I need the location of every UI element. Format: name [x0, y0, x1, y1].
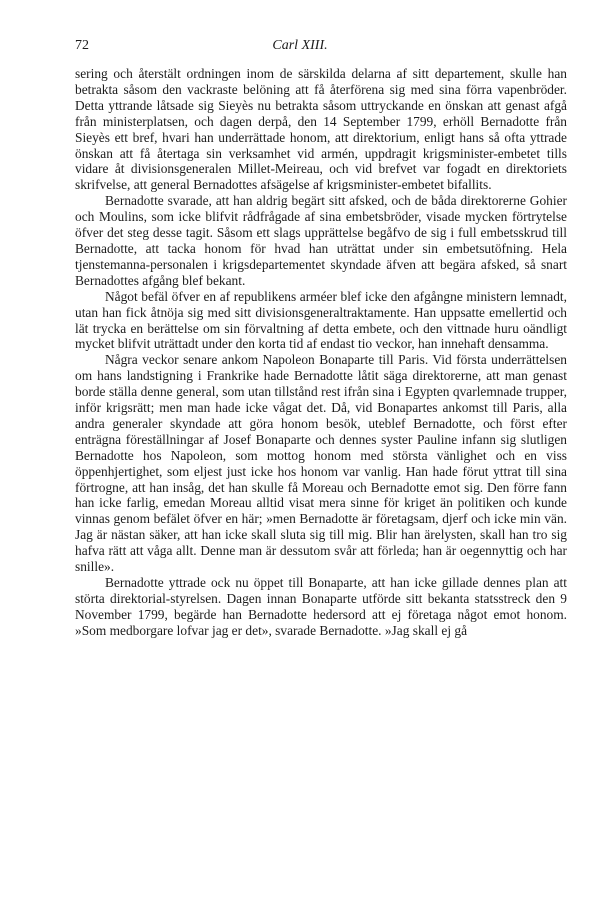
paragraph: Några veckor senare ankom Napoleon Bonaparte till Paris. Vid första underrättelsen om hans landstigning i Frankrike hade Bernadotte låtit säga direktorerne, att man genast borde ställa denne general, som utan tillstånd rest ifrån sina i Egypten qvarlemnade trupper, inför krigsrätt; men man hade icke vågat det. Då, vid Bonapartes ankomst till Paris, alla andra generaler skyndade att göra honom besök, uteblef Bernadotte, och först efter enträgna föreställningar af Josef Bonaparte och dennes syster Pauline infann sig slutligen Bernadotte hos Napoleon, som mottog honom med största vänlighet och en viss öppenhjertighet, som eljest just icke hos honom var vanlig. Han hade förut yttrat till sina förtrogne, att han insåg, det han skulle få Moreau och Bernadotte emot sig. Den förre fann han icke farlig, emedan Moreau alltid visat mera sinne för kriget än politiken och kunde vinnas genom befälet öfver en här; »men Bernadotte är företagsam, djerf och icke min vän. Jag är nästan säker, att han icke skall sluta sig till mig. Blir han ärelysten, skall han tro sig hafva rätt att våga allt. Denne man är dessutom svår att förleda; han är oegennyttig och har snille». — [75, 352, 567, 575]
page-number: 72 — [75, 38, 89, 53]
paragraph: Något befäl öfver en af republikens arméer blef icke den afgångne ministern lemnadt, utan han fick åtnöja sig med sitt divisionsgeneraltraktamente. Han uppsatte emellertid och lät trycka en berättelse om sin förvaltning af detta embete, och den vittnade huru oändligt mycket blifvit uträttadt under den korta tid af endast tio veckor, han innehaft densamma. — [75, 288, 567, 352]
paragraph: Bernadotte svarade, att han aldrig begärt sitt afsked, och de båda direktorerne Gohier och Moulins, som icke blifvit rådfrågade af sina embetsbröder, visade mycken förtrytelse öfver det steg desse tagit. Såsom ett slags upprättelse begåfvo de sig i full embetsskrud till Bernadotte, att tacka honom för hvad han uträttat under sin embetsutöfning. Hela tjenstemanna-personalen i krigsdepartementet skyndade äfven att begära afsked, så snart Bernadottes afgång blef bekant. — [75, 193, 567, 288]
paragraph-continued: sering och återstält ordningen inom de särskilda delarna af sitt departement, skulle han betrakta såsom den vackraste belöning att få återförena sig med sina förra vapenbröder. Detta yttrande låtsade sig Sieyès nu betrakta såsom uttryckande en önskan att genast afgå från ministerplatsen, och dagen derpå, den 14 September 1799, erhöll Bernadotte från Sieyès ett bref, hvari han underrättade honom, att direktorium, enligt hans så ofta yttrade önskan att få återtaga sin verksamhet vid armén, uppdragit krigsminister-embetet tills vidare åt divisionsgeneralen Millet-Meireau, och vid brefvet var fogadt en direktoriets skrifvelse, att general Bernadottes afsägelse af krigsminister-embetet bifallits. — [75, 66, 567, 193]
body-text — [75, 66, 567, 639]
paragraph: Bernadotte yttrade ock nu öppet till Bonaparte, att han icke gillade dennes plan att störta direktorial-styrelsen. Dagen innan Bonaparte utförde sitt bekanta statsstreck den 9 November 1799, begärde han Bernadotte hedersord att ej företaga något emot honom. »Som medborgare lofvar jag er det», svarade Bernadotte. »Jag skall ej gå — [75, 575, 567, 638]
running-title: Carl XIII. — [272, 38, 328, 53]
page-header — [0, 38, 600, 58]
